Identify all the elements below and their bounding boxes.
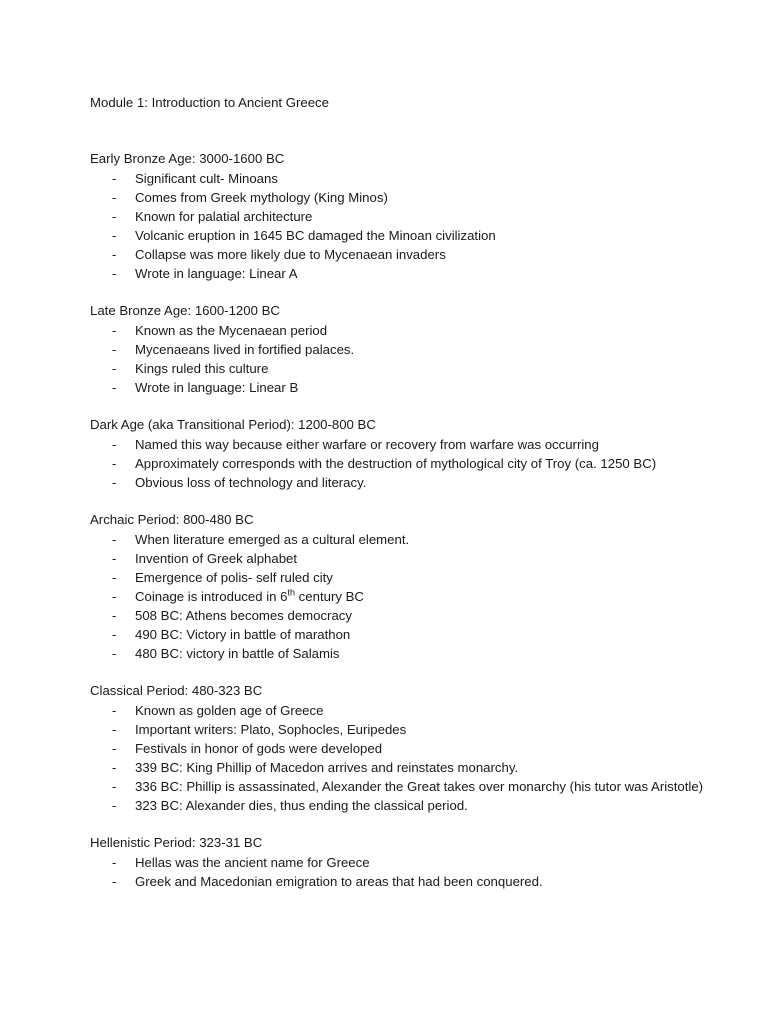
list-item-text: Collapse was more likely due to Mycenaean invaders <box>135 247 446 262</box>
list-item <box>90 378 708 397</box>
list-item-text: 508 BC: Athens becomes democracy <box>135 608 352 623</box>
bullet-dash: - <box>112 437 117 452</box>
bullet-dash: - <box>112 608 117 623</box>
list-item <box>90 188 708 207</box>
list-item <box>90 473 708 492</box>
list-item-text: Invention of Greek alphabet <box>135 551 298 566</box>
list-item-text: Obvious loss of technology and literacy. <box>135 475 367 490</box>
bullet-dash: - <box>112 703 117 718</box>
list-item <box>90 739 708 758</box>
text-segment: century BC <box>295 589 364 604</box>
list-item-text: When literature emerged as a cultural element. <box>135 532 410 547</box>
bullet-dash: - <box>112 570 117 585</box>
bullet-dash: - <box>112 247 117 262</box>
bullet-dash: - <box>112 874 117 889</box>
list-item <box>90 644 708 663</box>
list-item-text: Greek and Macedonian emigration to areas that had been conquered. <box>135 874 543 889</box>
list-item-text: Important writers: Plato, Sophocles, Euripedes <box>135 722 407 737</box>
list-item <box>90 720 708 739</box>
list-item-text: Volcanic eruption in 1645 BC damaged the Minoan civilization <box>135 228 496 243</box>
document-section <box>90 416 708 492</box>
list-item-text: Known as golden age of Greece <box>135 703 324 718</box>
bullet-dash: - <box>112 266 117 281</box>
document-section <box>90 682 708 815</box>
bullet-list <box>90 169 708 283</box>
bullet-dash: - <box>112 171 117 186</box>
list-item <box>90 264 708 283</box>
bullet-dash: - <box>112 627 117 642</box>
list-item <box>90 530 708 549</box>
bullet-dash: - <box>112 779 117 794</box>
list-item <box>90 853 708 872</box>
bullet-dash: - <box>112 760 117 775</box>
list-item-text: Wrote in language: Linear A <box>135 266 298 281</box>
bullet-dash: - <box>112 798 117 813</box>
section-heading: Archaic Period: 800-480 BC <box>90 512 254 527</box>
bullet-dash: - <box>112 741 117 756</box>
bullet-dash: - <box>112 551 117 566</box>
bullet-dash: - <box>112 532 117 547</box>
list-item <box>90 245 708 264</box>
list-item <box>90 207 708 226</box>
list-item <box>90 758 708 777</box>
list-item <box>90 359 708 378</box>
list-item <box>90 568 708 587</box>
list-item-text: Kings ruled this culture <box>135 361 269 376</box>
bullet-list <box>90 435 708 492</box>
list-item <box>90 701 708 720</box>
list-item <box>90 872 708 891</box>
list-item <box>90 796 708 815</box>
bullet-dash: - <box>112 589 117 604</box>
list-item <box>90 549 708 568</box>
bullet-list <box>90 530 708 663</box>
list-item-text: Significant cult- Minoans <box>135 171 278 186</box>
bullet-dash: - <box>112 323 117 338</box>
bullet-dash: - <box>112 646 117 661</box>
bullet-list <box>90 853 708 891</box>
list-item-text: Wrote in language: Linear B <box>135 380 299 395</box>
bullet-dash: - <box>112 722 117 737</box>
list-item-text: Known for palatial architecture <box>135 209 313 224</box>
bullet-dash: - <box>112 209 117 224</box>
text-segment: Coinage is introduced in 6 <box>135 589 288 604</box>
list-item-text: Approximately corresponds with the destruction of mythological city of Troy (ca. 1250 BC) <box>135 456 657 471</box>
list-item <box>90 587 708 606</box>
bullet-dash: - <box>112 475 117 490</box>
list-item <box>90 625 708 644</box>
list-item-text: 323 BC: Alexander dies, thus ending the classical period. <box>135 798 468 813</box>
document-body <box>90 150 708 891</box>
list-item-text: 480 BC: victory in battle of Salamis <box>135 646 340 661</box>
list-item-text <box>135 587 708 606</box>
document-section <box>90 302 708 397</box>
bullet-list <box>90 321 708 397</box>
list-item-text: Hellas was the ancient name for Greece <box>135 855 370 870</box>
list-item-text: Named this way because either warfare or recovery from warfare was occurring <box>135 437 599 452</box>
bullet-dash: - <box>112 228 117 243</box>
list-item <box>90 226 708 245</box>
bullet-list <box>90 701 708 815</box>
bullet-dash: - <box>112 456 117 471</box>
bullet-dash: - <box>112 855 117 870</box>
bullet-dash: - <box>112 342 117 357</box>
document-section <box>90 511 708 663</box>
document-section <box>90 150 708 283</box>
list-item-text: Known as the Mycenaean period <box>135 323 328 338</box>
list-item-text: 336 BC: Phillip is assassinated, Alexander the Great takes over monarchy (his tutor was Aristotle) <box>135 779 704 794</box>
list-item <box>90 169 708 188</box>
ordinal-superscript: th <box>287 587 296 598</box>
list-item-text: Emergence of polis- self ruled city <box>135 570 333 585</box>
document-title: Module 1: Introduction to Ancient Greece <box>90 95 329 110</box>
section-heading: Late Bronze Age: 1600-1200 BC <box>90 303 280 318</box>
section-heading: Early Bronze Age: 3000-1600 BC <box>90 151 285 166</box>
bullet-dash: - <box>112 380 117 395</box>
section-heading: Hellenistic Period: 323-31 BC <box>90 835 263 850</box>
list-item <box>90 606 708 625</box>
bullet-dash: - <box>112 190 117 205</box>
section-heading: Classical Period: 480-323 BC <box>90 683 263 698</box>
bullet-dash: - <box>112 361 117 376</box>
list-item <box>90 340 708 359</box>
list-item-text: Mycenaeans lived in fortified palaces. <box>135 342 355 357</box>
document-section <box>90 834 708 891</box>
list-item-text: Comes from Greek mythology (King Minos) <box>135 190 388 205</box>
list-item <box>90 321 708 340</box>
list-item-text: 339 BC: King Phillip of Macedon arrives and reinstates monarchy. <box>135 760 519 775</box>
list-item <box>90 435 708 454</box>
list-item-text: Festivals in honor of gods were developed <box>135 741 383 756</box>
list-item <box>90 454 708 473</box>
section-heading: Dark Age (aka Transitional Period): 1200-800 BC <box>90 417 376 432</box>
list-item-text: 490 BC: Victory in battle of marathon <box>135 627 351 642</box>
list-item <box>90 777 708 796</box>
